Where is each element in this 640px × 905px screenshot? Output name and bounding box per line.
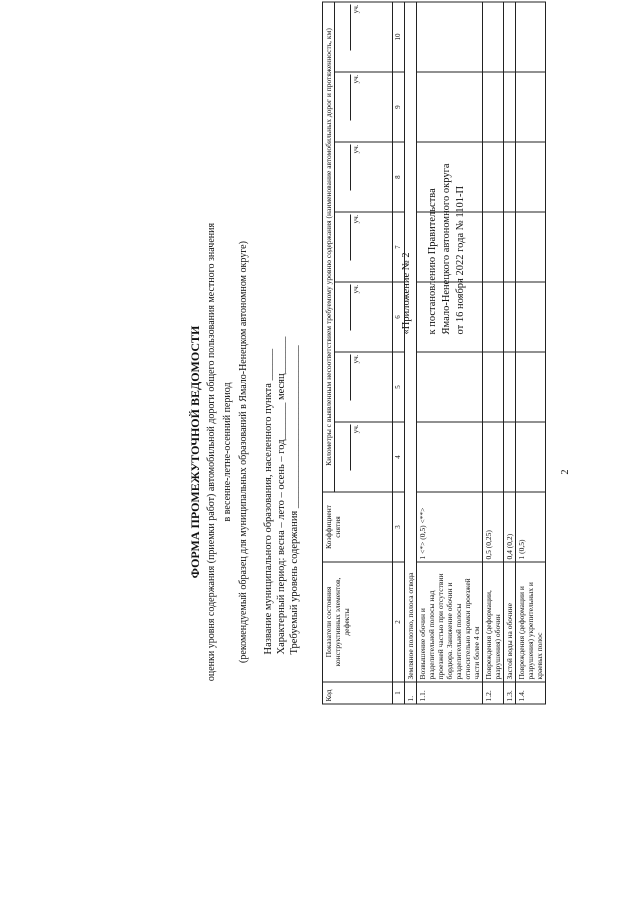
row-code: 1.3. (504, 682, 516, 704)
km-cell[interactable] (483, 212, 504, 282)
row-code: 1.1. (417, 682, 483, 704)
unit-cell (335, 422, 393, 492)
header-code: Код (323, 682, 393, 704)
unit-cell (335, 72, 393, 142)
unit-label: уч. (352, 424, 360, 434)
header-km-group: Километры с выявленным несоответствием требуемому уровню содержания (наименование автомобильных дорог и протяженность, км) (323, 2, 335, 492)
km-cell[interactable] (504, 212, 516, 282)
unit-cell (335, 2, 393, 72)
subtitle-1: оценки уровня содержания (приемки работ) автомобильной дороги общего пользования местного значения (206, 222, 217, 682)
km-cell[interactable] (504, 282, 516, 352)
table-row (483, 2, 504, 704)
col-number: 3 (393, 492, 405, 562)
col-number: 6 (393, 282, 405, 352)
col-number: 5 (393, 352, 405, 422)
row-coefficient: 0,4 (0,2) (504, 492, 516, 562)
km-cell[interactable] (483, 282, 504, 352)
section-row (405, 2, 417, 704)
page-number: 2 (560, 469, 571, 475)
unit-cell (335, 142, 393, 212)
km-cell[interactable] (516, 282, 546, 352)
unit-label: уч. (352, 74, 360, 84)
km-cell[interactable] (504, 2, 516, 72)
header-indicators: Показатели состояния конструктивных элементов, дефекты (323, 562, 393, 682)
col-number: 2 (393, 562, 405, 682)
row-label: Повреждения (деформации, разрушения) обочин (483, 562, 504, 682)
appendix-line-3: Ямало-Ненецкого автономного округа (441, 163, 452, 335)
assessment-table (322, 2, 546, 705)
row-label: Возвышение обочин и разделительной полосы над проезжей частью при отсутствии бордюра. Занижение обочин и разделительной полосы относительно кромки проезжей части более 4 см (417, 562, 483, 682)
unit-label: уч. (352, 354, 360, 364)
form-fields (262, 337, 301, 655)
col-number: 7 (393, 212, 405, 282)
km-cell[interactable] (504, 142, 516, 212)
col-number: 4 (393, 422, 405, 492)
km-cell[interactable] (516, 352, 546, 422)
section-code: 1. (405, 682, 417, 704)
period-field[interactable]: Характерный период: весна – лето – осень – год_______ месяц_______ (276, 336, 287, 655)
row-coefficient: 0,5 (0,25) (483, 492, 504, 562)
level-field[interactable]: Требуемый уровень содержания _______________________________ (289, 345, 300, 655)
col-number: 9 (393, 72, 405, 142)
section-label: Земляное полотно, полоса отвода (405, 2, 417, 682)
km-cell[interactable] (483, 2, 504, 72)
km-cell[interactable] (483, 352, 504, 422)
km-cell[interactable] (504, 422, 516, 492)
km-cell[interactable] (483, 142, 504, 212)
km-cell[interactable] (516, 2, 546, 72)
col-number: 1 (393, 682, 405, 704)
appendix-line-1: «Приложение № 2 (401, 252, 412, 335)
km-cell[interactable] (516, 72, 546, 142)
km-cell[interactable] (417, 352, 483, 422)
subtitle-3: (рекомендуемый образец для муниципальных образований в Ямало-Ненецком автономном округе) (238, 241, 249, 663)
unit-cell (335, 352, 393, 422)
col-number: 8 (393, 142, 405, 212)
km-cell[interactable] (417, 422, 483, 492)
unit-label: уч. (352, 4, 360, 14)
km-cell[interactable] (417, 2, 483, 72)
subtitle-2: в весенне-летне-осенний период (222, 382, 233, 522)
table-row (516, 2, 546, 704)
row-label: Повреждения (деформации и разрушения) укрепительных и краевых полос (516, 562, 546, 682)
row-coefficient: 1 (0,5) (516, 492, 546, 562)
municipality-field[interactable]: Название муниципального образования, населенного пункта ______ (263, 348, 274, 655)
km-cell[interactable] (417, 142, 483, 212)
km-cell[interactable] (516, 142, 546, 212)
appendix-line-2: к постановлению Правительства (427, 188, 438, 335)
table-row (417, 2, 483, 704)
appendix-line-4: от 16 ноября 2022 года № 1101-П (455, 185, 466, 335)
km-cell[interactable] (483, 422, 504, 492)
km-cell[interactable] (516, 212, 546, 282)
page-title: ФОРМА ПРОМЕЖУТОЧНОЙ ВЕДОМОСТИ (188, 325, 202, 579)
km-cell[interactable] (504, 352, 516, 422)
unit-label: уч. (352, 214, 360, 224)
col-number: 10 (393, 2, 405, 72)
row-coefficient: 1 <*> (0,5) <**> (417, 492, 483, 562)
unit-label: уч. (352, 284, 360, 294)
km-cell[interactable] (516, 422, 546, 492)
unit-label: уч. (352, 144, 360, 154)
row-code: 1.2. (483, 682, 504, 704)
column-number-row (393, 2, 405, 704)
row-code: 1.4. (516, 682, 546, 704)
unit-cell (335, 212, 393, 282)
km-cell[interactable] (417, 212, 483, 282)
km-cell[interactable] (417, 282, 483, 352)
km-cell[interactable] (504, 72, 516, 142)
km-cell[interactable] (417, 72, 483, 142)
header-coefficient: Коэффициент снятия (323, 492, 393, 562)
km-cell[interactable] (483, 72, 504, 142)
unit-cell (335, 282, 393, 352)
row-label: Застой воды на обочине (504, 562, 516, 682)
table-row (504, 2, 516, 704)
